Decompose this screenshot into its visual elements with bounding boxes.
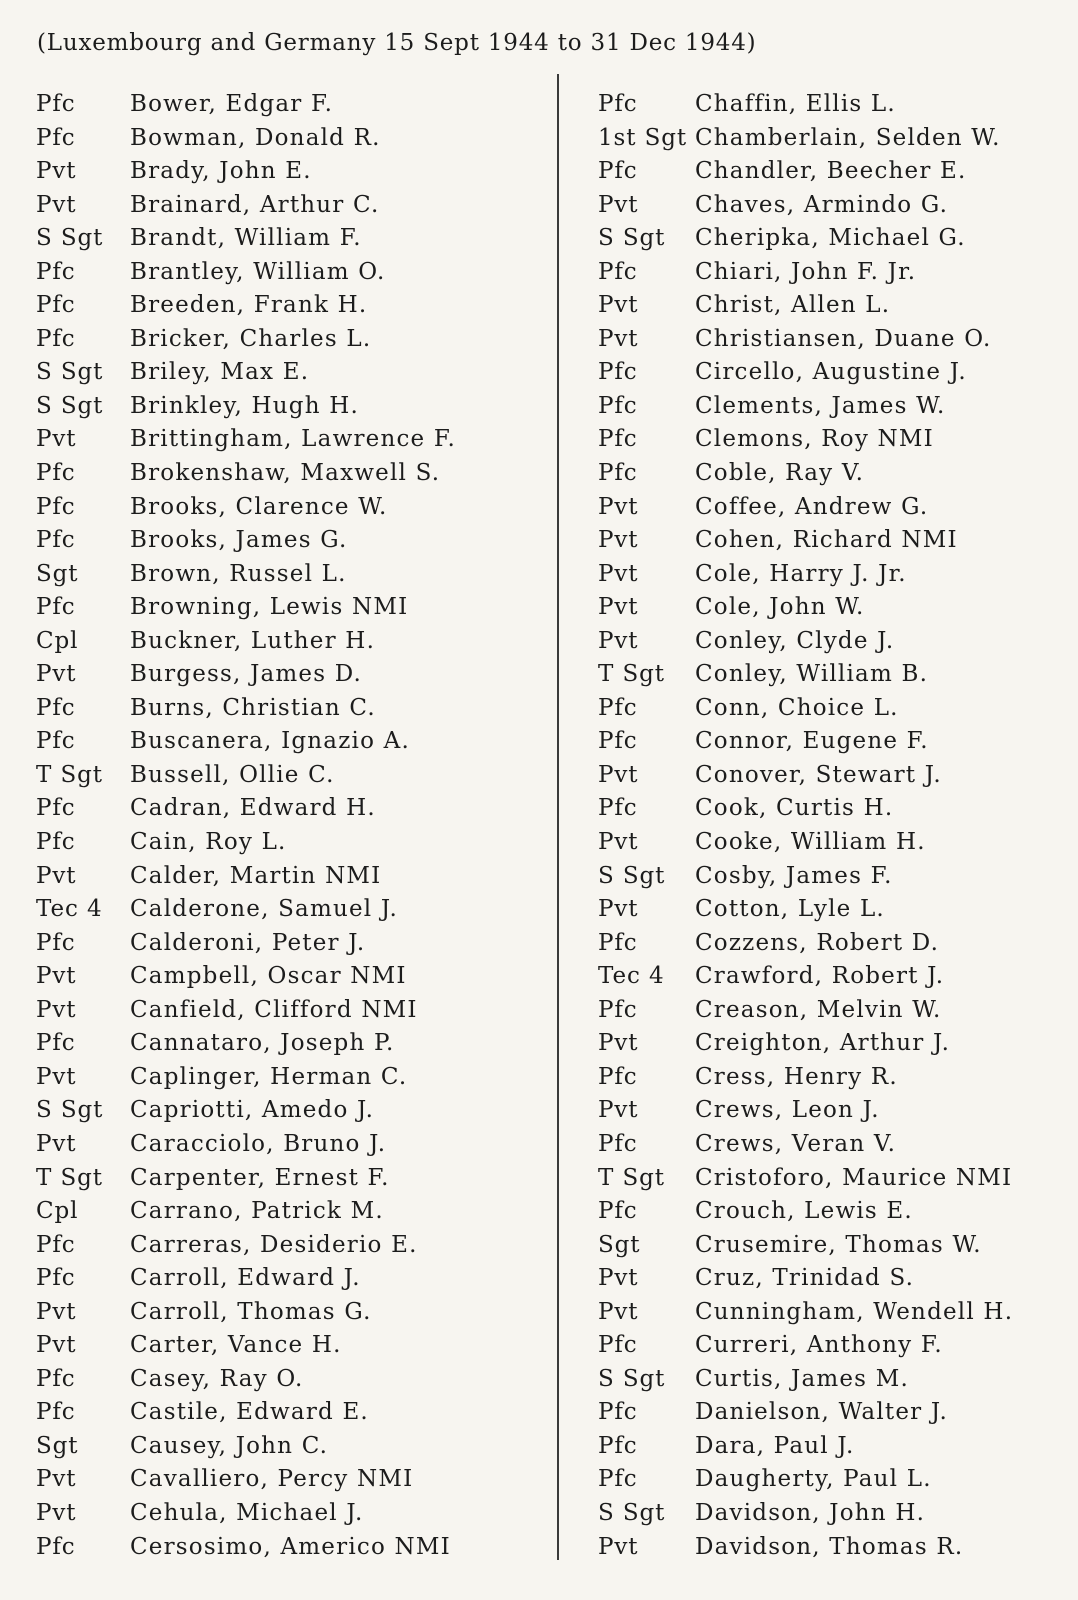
soldier-name: Casey, Ray O. (130, 1365, 304, 1392)
roster-entry (598, 491, 1013, 525)
rank-label: Pvt (598, 761, 639, 788)
rank-label: Pfc (36, 929, 76, 956)
roster-entry (598, 893, 1013, 927)
soldier-name: Brooks, Clarence W. (130, 493, 388, 520)
soldier-name: Brokenshaw, Maxwell S. (130, 460, 441, 487)
rank-label: Pvt (36, 158, 77, 185)
rank-label: Pvt (598, 1298, 639, 1325)
roster-entry (598, 927, 1013, 961)
rank-label: Pfc (598, 359, 638, 386)
rank-label: Pfc (36, 325, 76, 352)
roster-entry (598, 1463, 1013, 1497)
soldier-name: Cavalliero, Percy NMI (130, 1466, 414, 1493)
rank-label: Pfc (36, 1265, 76, 1292)
roster-entry (36, 725, 456, 759)
rank-label: Pvt (36, 963, 77, 990)
rank-label: S Sgt (36, 392, 104, 419)
roster-entry (36, 524, 456, 558)
roster-entry (36, 658, 456, 692)
soldier-name: Canfield, Clifford NMI (130, 996, 418, 1023)
roster-entry (598, 222, 1013, 256)
soldier-name: Clements, James W. (695, 392, 946, 419)
rank-label: S Sgt (598, 1365, 666, 1392)
rank-label: Pfc (598, 1332, 638, 1359)
soldier-name: Cress, Henry R. (695, 1063, 898, 1090)
soldier-name: Brandt, William F. (130, 225, 362, 252)
soldier-name: Creighton, Arthur J. (695, 1030, 951, 1057)
roster-entry (598, 1430, 1013, 1464)
rank-label: Pfc (36, 728, 76, 755)
rank-label: Pfc (36, 829, 76, 856)
rank-label: Pvt (36, 1499, 77, 1526)
soldier-name: Carter, Vance H. (130, 1332, 342, 1359)
rank-label: S Sgt (598, 225, 666, 252)
roster-entry (598, 960, 1013, 994)
page-title: (Luxembourg and Germany 15 Sept 1944 to 31 Dec 1944) (37, 30, 757, 56)
roster-entry (36, 1329, 456, 1363)
soldier-name: Cole, John W. (695, 594, 865, 621)
rank-label: Pvt (36, 191, 77, 218)
soldier-name: Connor, Eugene F. (695, 728, 929, 755)
rank-label: Pvt (36, 661, 77, 688)
roster-entry (36, 356, 456, 390)
rank-label: S Sgt (598, 1499, 666, 1526)
rank-label: Sgt (36, 560, 79, 587)
soldier-name: Calder, Martin NMI (130, 862, 382, 889)
rank-label: Pfc (598, 460, 638, 487)
rank-label: Pvt (36, 862, 77, 889)
soldier-name: Curtis, James M. (695, 1365, 909, 1392)
roster-entry (598, 1061, 1013, 1095)
roster-entry (36, 1027, 456, 1061)
rank-label: Pvt (598, 1265, 639, 1292)
roster-entry (36, 826, 456, 860)
soldier-name: Chaves, Armindo G. (695, 191, 949, 218)
soldier-name: Chaffin, Ellis L. (695, 91, 896, 117)
roster-entry (598, 658, 1013, 692)
rank-label: Cpl (36, 1198, 79, 1225)
soldier-name: Carroll, Edward J. (130, 1265, 361, 1292)
soldier-name: Brittingham, Lawrence F. (130, 426, 456, 453)
rank-label: Pvt (598, 829, 639, 856)
rank-label: Pfc (36, 594, 76, 621)
roster-entry (36, 1162, 456, 1196)
rank-label: Pfc (598, 91, 638, 117)
rank-label: Tec 4 (598, 963, 665, 990)
soldier-name: Cosby, James F. (695, 862, 893, 889)
roster-column-left (36, 88, 456, 1564)
soldier-name: Cersosimo, Americo NMI (130, 1533, 451, 1560)
roster-entry (598, 860, 1013, 894)
soldier-name: Conn, Choice L. (695, 694, 899, 721)
rank-label: Pvt (598, 1097, 639, 1124)
soldier-name: Bricker, Charles L. (130, 325, 372, 352)
roster-entry (36, 1497, 456, 1531)
rank-label: Pfc (598, 1399, 638, 1426)
roster-entry (598, 625, 1013, 659)
roster-entry (598, 994, 1013, 1028)
soldier-name: Circello, Augustine J. (695, 359, 967, 386)
roster-entry (36, 155, 456, 189)
roster-entry (36, 994, 456, 1028)
soldier-name: Crews, Leon J. (695, 1097, 880, 1124)
roster-entry (598, 122, 1013, 156)
roster-entry (36, 860, 456, 894)
rank-label: Pfc (36, 694, 76, 721)
soldier-name: Brady, John E. (130, 158, 312, 185)
soldier-name: Crawford, Robert J. (695, 963, 945, 990)
roster-entry (598, 323, 1013, 357)
soldier-name: Bussell, Ollie C. (130, 761, 335, 788)
soldier-name: Cruz, Trinidad S. (695, 1265, 915, 1292)
soldier-name: Crews, Veran V. (695, 1130, 897, 1157)
rank-label: Pfc (598, 929, 638, 956)
soldier-name: Christ, Allen L. (695, 292, 891, 319)
roster-entry (36, 558, 456, 592)
rank-label: Pvt (598, 560, 639, 587)
roster-entry (36, 1296, 456, 1330)
roster-entry (598, 524, 1013, 558)
soldier-name: Cristoforo, Maurice NMI (695, 1164, 1013, 1191)
soldier-name: Creason, Melvin W. (695, 996, 942, 1023)
roster-entry (36, 323, 456, 357)
roster-entry (36, 759, 456, 793)
soldier-name: Conley, William B. (695, 661, 929, 688)
roster-entry (598, 1396, 1013, 1430)
rank-label: Pvt (36, 426, 77, 453)
rank-label: Pfc (598, 392, 638, 419)
soldier-name: Carroll, Thomas G. (130, 1298, 372, 1325)
roster-entry (598, 256, 1013, 290)
roster-entry (36, 423, 456, 457)
soldier-name: Causey, John C. (130, 1432, 329, 1459)
rank-label: Pfc (598, 694, 638, 721)
soldier-name: Calderone, Samuel J. (130, 896, 399, 923)
soldier-name: Breeden, Frank H. (130, 292, 368, 319)
soldier-name: Castile, Edward E. (130, 1399, 369, 1426)
soldier-name: Cole, Harry J. Jr. (695, 560, 907, 587)
roster-entry (598, 390, 1013, 424)
soldier-name: Curreri, Anthony F. (695, 1332, 943, 1359)
roster-entry (598, 1262, 1013, 1296)
rank-label: Pvt (598, 627, 639, 654)
rank-label: 1st Sgt (598, 124, 688, 151)
rank-label: Pvt (598, 1030, 639, 1057)
roster-entry (36, 491, 456, 525)
rank-label: Pfc (36, 1030, 76, 1057)
rank-label: Pvt (598, 325, 639, 352)
roster-entry (36, 1094, 456, 1128)
rank-label: Pfc (36, 460, 76, 487)
rank-label: Pvt (598, 191, 639, 218)
roster-entry (36, 122, 456, 156)
roster-entry (36, 289, 456, 323)
roster-entry (598, 88, 1013, 122)
roster-entry (598, 1027, 1013, 1061)
roster-entry (598, 155, 1013, 189)
roster-entry (36, 88, 456, 122)
roster-entry (598, 1229, 1013, 1263)
soldier-name: Cannataro, Joseph P. (130, 1030, 395, 1057)
roster-entry (36, 1430, 456, 1464)
roster-entry (36, 222, 456, 256)
rank-label: Pvt (598, 594, 639, 621)
rank-label: Pfc (36, 1399, 76, 1426)
rank-label: Pfc (36, 493, 76, 520)
rank-label: T Sgt (36, 761, 103, 788)
rank-label: Pfc (598, 258, 638, 285)
soldier-name: Christiansen, Duane O. (695, 325, 992, 352)
roster-entry (36, 1262, 456, 1296)
rank-label: Pfc (598, 1130, 638, 1157)
column-divider (557, 74, 559, 1560)
soldier-name: Caracciolo, Bruno J. (130, 1130, 387, 1157)
rank-label: Pfc (36, 1231, 76, 1258)
soldier-name: Burgess, James D. (130, 661, 363, 688)
soldier-name: Buckner, Luther H. (130, 627, 376, 654)
rank-label: S Sgt (36, 225, 104, 252)
soldier-name: Coble, Ray V. (695, 460, 865, 487)
soldier-name: Dara, Paul J. (695, 1432, 855, 1459)
rank-label: Pfc (598, 996, 638, 1023)
rank-label: Pfc (598, 728, 638, 755)
soldier-name: Chandler, Beecher E. (695, 158, 967, 185)
rank-label: Sgt (36, 1432, 79, 1459)
soldier-name: Danielson, Walter J. (695, 1399, 948, 1426)
soldier-name: Cook, Curtis H. (695, 795, 894, 822)
roster-entry (598, 1497, 1013, 1531)
soldier-name: Calderoni, Peter J. (130, 929, 366, 956)
soldier-name: Bower, Edgar F. (130, 91, 334, 117)
roster-entry (36, 1229, 456, 1263)
soldier-name: Conley, Clyde J. (695, 627, 895, 654)
rank-label: Pfc (36, 795, 76, 822)
roster-entry (598, 1128, 1013, 1162)
rank-label: Sgt (598, 1231, 641, 1258)
roster-entry (598, 725, 1013, 759)
roster-entry (598, 558, 1013, 592)
roster-entry (598, 356, 1013, 390)
rank-label: Pfc (36, 1365, 76, 1392)
rank-label: T Sgt (598, 661, 665, 688)
rank-label: T Sgt (598, 1164, 665, 1191)
soldier-name: Cohen, Richard NMI (695, 527, 958, 554)
rank-label: Pfc (36, 292, 76, 319)
roster-entry (598, 1329, 1013, 1363)
roster-entry (36, 792, 456, 826)
rank-label: Pfc (36, 527, 76, 554)
rank-label: Pfc (598, 426, 638, 453)
soldier-name: Carpenter, Ernest F. (130, 1164, 390, 1191)
rank-label: Pfc (36, 124, 76, 151)
soldier-name: Cozzens, Robert D. (695, 929, 940, 956)
soldier-name: Carreras, Desiderio E. (130, 1231, 418, 1258)
soldier-name: Conover, Stewart J. (695, 761, 942, 788)
soldier-name: Cain, Roy L. (130, 829, 287, 856)
roster-entry (36, 960, 456, 994)
roster-entry (36, 1195, 456, 1229)
soldier-name: Davidson, Thomas R. (695, 1533, 964, 1560)
soldier-name: Capriotti, Amedo J. (130, 1097, 375, 1124)
soldier-name: Chiari, John F. Jr. (695, 258, 917, 285)
rank-label: Pfc (36, 258, 76, 285)
roster-entry (36, 692, 456, 726)
soldier-name: Cehula, Michael J. (130, 1499, 364, 1526)
roster-entry (36, 1061, 456, 1095)
rank-label: Pvt (36, 1130, 77, 1157)
soldier-name: Brinkley, Hugh H. (130, 392, 360, 419)
roster-entry (36, 390, 456, 424)
roster-entry (36, 1128, 456, 1162)
roster-entry (36, 256, 456, 290)
rank-label: Pvt (36, 1063, 77, 1090)
soldier-name: Bowman, Donald R. (130, 124, 381, 151)
roster-column-right (598, 88, 1013, 1564)
soldier-name: Cadran, Edward H. (130, 795, 376, 822)
roster-entry (36, 927, 456, 961)
soldier-name: Daugherty, Paul L. (695, 1466, 932, 1493)
roster-entry (36, 1396, 456, 1430)
roster-entry (598, 1296, 1013, 1330)
soldier-name: Brantley, William O. (130, 258, 386, 285)
soldier-name: Chamberlain, Selden W. (695, 124, 1001, 151)
roster-entry (598, 423, 1013, 457)
rank-label: Pfc (36, 1533, 76, 1560)
roster-entry (598, 457, 1013, 491)
rank-label: Pvt (598, 527, 639, 554)
soldier-name: Crusemire, Thomas W. (695, 1231, 982, 1258)
rank-label: Pfc (36, 91, 76, 117)
roster-entry (598, 1531, 1013, 1565)
roster-entry (598, 1363, 1013, 1397)
rank-label: Pfc (598, 1432, 638, 1459)
rank-label: Cpl (36, 627, 79, 654)
soldier-name: Buscanera, Ignazio A. (130, 728, 410, 755)
roster-entry (598, 792, 1013, 826)
soldier-name: Davidson, John H. (695, 1499, 926, 1526)
roster-entry (598, 826, 1013, 860)
roster-entry (36, 189, 456, 223)
rank-label: Pvt (36, 1298, 77, 1325)
soldier-name: Cotton, Lyle L. (695, 896, 885, 923)
rank-label: Pfc (598, 1198, 638, 1225)
soldier-name: Brooks, James G. (130, 527, 348, 554)
rank-label: Pfc (598, 795, 638, 822)
soldier-name: Briley, Max E. (130, 359, 310, 386)
rank-label: Pvt (36, 1466, 77, 1493)
soldier-name: Browning, Lewis NMI (130, 594, 409, 621)
roster-entry (598, 591, 1013, 625)
soldier-name: Burns, Christian C. (130, 694, 376, 721)
soldier-name: Cheripka, Michael G. (695, 225, 966, 252)
rank-label: Pfc (598, 158, 638, 185)
roster-entry (36, 893, 456, 927)
roster-entry (36, 1463, 456, 1497)
roster-entry (598, 289, 1013, 323)
roster-entry (36, 457, 456, 491)
soldier-name: Clemons, Roy NMI (695, 426, 934, 453)
rank-label: S Sgt (36, 359, 104, 386)
soldier-name: Carrano, Patrick M. (130, 1198, 384, 1225)
roster-entry (598, 1162, 1013, 1196)
soldier-name: Campbell, Oscar NMI (130, 963, 407, 990)
roster-entry (36, 625, 456, 659)
soldier-name: Cunningham, Wendell H. (695, 1298, 1014, 1325)
rank-label: Pvt (598, 292, 639, 319)
roster-entry (598, 1195, 1013, 1229)
soldier-name: Cooke, William H. (695, 829, 926, 856)
roster-entry (598, 692, 1013, 726)
rank-label: Pvt (36, 1332, 77, 1359)
soldier-name: Caplinger, Herman C. (130, 1063, 408, 1090)
soldier-name: Brown, Russel L. (130, 560, 347, 587)
rank-label: Pvt (598, 1533, 639, 1560)
rank-label: Pvt (598, 493, 639, 520)
soldier-name: Crouch, Lewis E. (695, 1198, 913, 1225)
rank-label: T Sgt (36, 1164, 103, 1191)
rank-label: Pfc (598, 1466, 638, 1493)
roster-entry (36, 1363, 456, 1397)
rank-label: Pfc (598, 1063, 638, 1090)
soldier-name: Coffee, Andrew G. (695, 493, 929, 520)
roster-entry (598, 189, 1013, 223)
roster-entry (36, 591, 456, 625)
roster-entry (598, 1094, 1013, 1128)
soldier-name: Brainard, Arthur C. (130, 191, 380, 218)
rank-label: S Sgt (36, 1097, 104, 1124)
roster-entry (598, 759, 1013, 793)
rank-label: Tec 4 (36, 896, 103, 923)
rank-label: Pvt (36, 996, 77, 1023)
rank-label: Pvt (598, 896, 639, 923)
roster-entry (36, 1531, 456, 1565)
rank-label: S Sgt (598, 862, 666, 889)
